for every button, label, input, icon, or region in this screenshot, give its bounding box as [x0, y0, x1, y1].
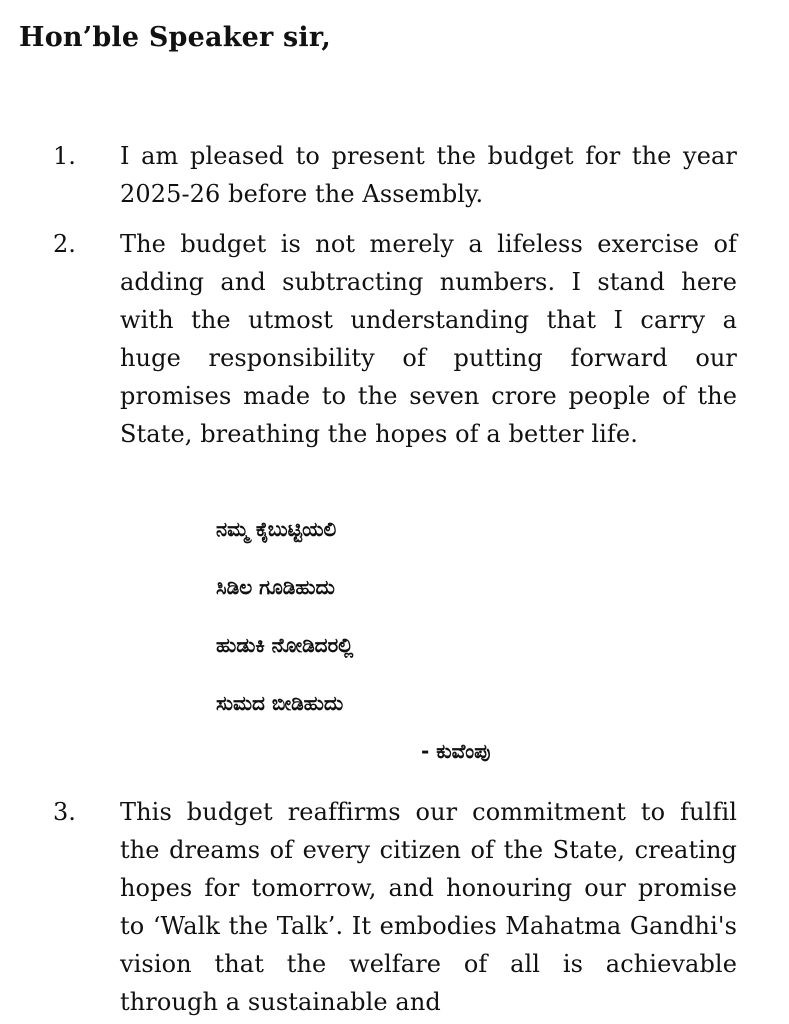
poem-line: ನಮ್ಮ ಕೈಬುಟ್ಟಿಯಲಿ	[216, 517, 337, 541]
poem-author: - ಕುವೆಂಪು	[421, 739, 491, 763]
salutation-heading: Hon’ble Speaker sir,	[19, 22, 331, 53]
paragraph-number: 3.	[53, 798, 76, 826]
paragraph-number: 2.	[53, 230, 76, 258]
paragraph-text: The budget is not merely a lifeless exercise of adding and subtracting numbers. I stand here with the utmost understanding that I carry a huge responsibility of putting forward our promises made to the seven crore people of the State, breathing the hopes of a better life.	[120, 230, 737, 448]
paragraph-text: This budget reaffirms our commitment to fulfil the dreams of every citizen of the State, creating hopes for tomorrow, and honouring our promise to ‘Walk the Talk’. It embodies Mahatma Gandhi's vision that the welfare of all is achievable through a sustainable and	[120, 798, 737, 1016]
kannada-poem	[216, 514, 353, 746]
poem-line: ಸಿಡಿಲ ಗೂಡಿಹುದು	[216, 575, 335, 599]
poem-line: ಹುಡುಕಿ ನೋಡಿದರಲ್ಲಿ	[216, 633, 354, 657]
paragraph-text: I am pleased to present the budget for the year 2025-26 before the Assembly.	[120, 142, 737, 208]
paragraph-number: 1.	[53, 142, 76, 170]
poem-line: ಸುಮದ ಬೀಡಿಹುದು	[216, 691, 344, 715]
